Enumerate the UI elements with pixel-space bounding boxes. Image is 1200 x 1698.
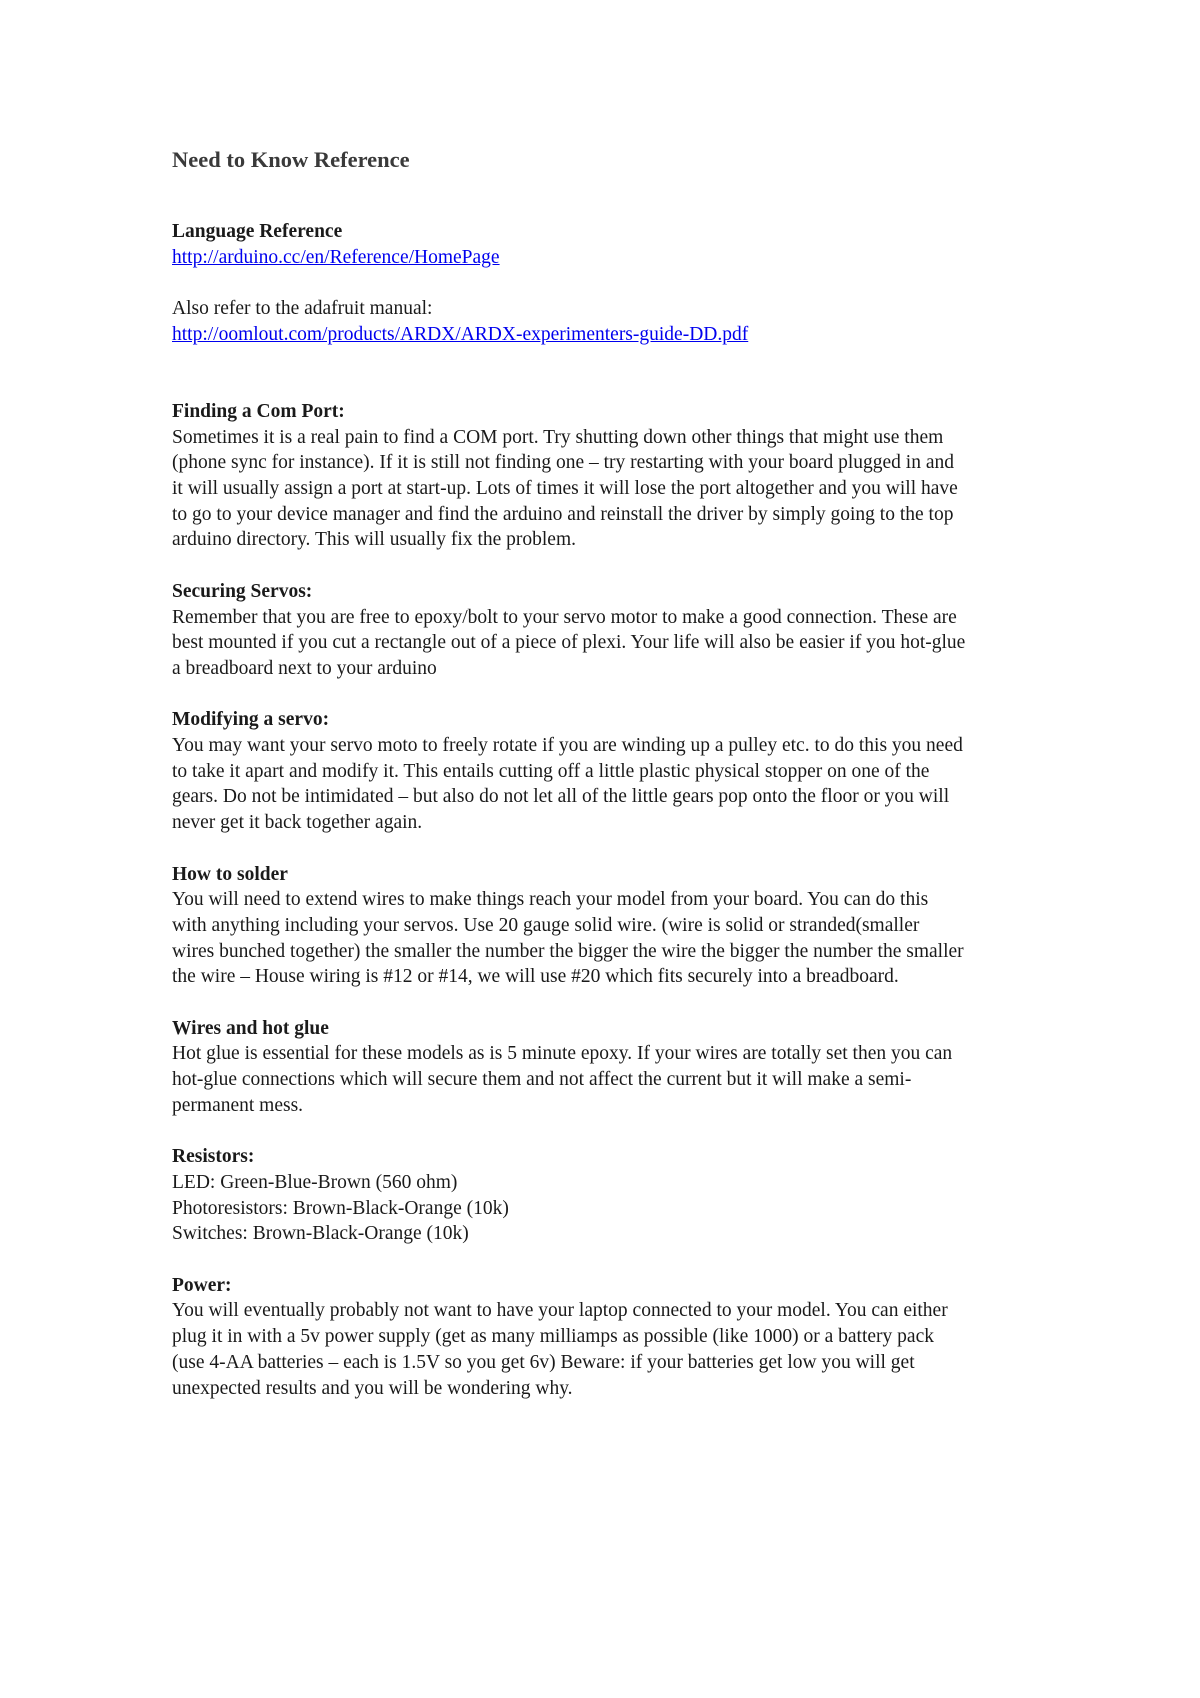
section-text-line: Hot glue is essential for these models as is 5 minute epoxy. If your wires are totally set then you can bbox=[172, 1043, 953, 1065]
language-reference-heading: Language Reference bbox=[172, 221, 343, 242]
section-text-line: to go to your device manager and find the arduino and reinstall the driver by simply going to the top bbox=[172, 503, 954, 525]
section-text-line: unexpected results and you will be wondering why. bbox=[172, 1377, 573, 1399]
document-body bbox=[172, 145, 1092, 1427]
section-text-line: Sometimes it is a real pain to find a COM port. Try shutting down other things that might use them bbox=[172, 426, 944, 448]
section-heading: Modifying a servo: bbox=[172, 709, 330, 731]
page-title: Need to Know Reference bbox=[172, 147, 410, 172]
section-text-line: permanent mess. bbox=[172, 1094, 304, 1116]
section-finding-a-com-port bbox=[172, 399, 1092, 553]
section-text-line: You may want your servo moto to freely rotate if you are winding up a pulley etc. to do this you need bbox=[172, 735, 963, 756]
section-heading: How to solder bbox=[172, 863, 288, 885]
section-text-line: Photoresistors: Brown-Black-Orange (10k) bbox=[172, 1197, 509, 1219]
language-reference-block bbox=[172, 219, 1092, 270]
adafruit-manual-link[interactable]: http://oomlout.com/products/ARDX/ARDX-experimenters-guide-DD.pdf bbox=[172, 323, 749, 345]
section-text-line: (phone sync for instance). If it is still not finding one – try restarting with your board plugged in and bbox=[172, 452, 955, 474]
section-text-line: You will need to extend wires to make things reach your model from your board. You can do this bbox=[172, 889, 929, 911]
section-text-line: wires bunched together) the smaller the number the bigger the wire the bigger the number the smaller bbox=[172, 940, 964, 962]
section-resistors bbox=[172, 1144, 1092, 1247]
section-text-line: best mounted if you cut a rectangle out of a piece of plexi. Your life will also be easier if you hot-glue bbox=[172, 632, 966, 654]
section-heading: Securing Servos: bbox=[172, 580, 313, 602]
section-text-line: a breadboard next to your arduino bbox=[172, 657, 437, 679]
section-text-line: with anything including your servos. Use 20 gauge solid wire. (wire is solid or stranded(smaller bbox=[172, 914, 920, 936]
section-text-line: it will usually assign a port at start-up. Lots of times it will lose the port altogether and you will have bbox=[172, 478, 958, 499]
section-text-line: Remember that you are free to epoxy/bolt to your servo motor to make a good connection. These are bbox=[172, 606, 957, 628]
section-text-line: the wire – House wiring is #12 or #14, we will use #20 which fits securely into a breadboard. bbox=[172, 966, 899, 988]
section-text-line: LED: Green-Blue-Brown (560 ohm) bbox=[172, 1171, 458, 1193]
section-text-line: gears. Do not be intimidated – but also do not let all of the little gears pop onto the floor or you will bbox=[172, 786, 950, 808]
section-heading: Wires and hot glue bbox=[172, 1017, 329, 1039]
section-how-to-solder bbox=[172, 862, 1092, 991]
sections-container bbox=[172, 399, 1092, 1401]
section-power bbox=[172, 1273, 1092, 1402]
section-heading: Power: bbox=[172, 1274, 232, 1296]
section-heading: Finding a Com Port: bbox=[172, 400, 345, 422]
section-text-line: never get it back together again. bbox=[172, 812, 423, 834]
adafruit-block bbox=[172, 296, 1092, 347]
section-text-line: You will eventually probably not want to have your laptop connected to your model. You can either bbox=[172, 1300, 948, 1322]
section-text-line: hot-glue connections which will secure them and not affect the current but it will make a semi- bbox=[172, 1069, 912, 1091]
arduino-reference-link[interactable]: http://arduino.cc/en/Reference/HomePage bbox=[172, 246, 500, 268]
section-securing-servos bbox=[172, 579, 1092, 682]
section-text-line: plug it in with a 5v power supply (get as many milliamps as possible (like 1000) or a battery pack bbox=[172, 1326, 934, 1348]
section-modifying-a-servo bbox=[172, 707, 1092, 836]
section-text-line: Switches: Brown-Black-Orange (10k) bbox=[172, 1223, 469, 1245]
section-text-line: arduino directory. This will usually fix the problem. bbox=[172, 529, 577, 551]
section-text-line: (use 4-AA batteries – each is 1.5V so you get 6v) Beware: if your batteries get low you will get bbox=[172, 1351, 915, 1373]
section-heading: Resistors: bbox=[172, 1146, 255, 1168]
adafruit-text: Also refer to the adafruit manual: bbox=[172, 298, 433, 320]
section-wires-and-hot-glue bbox=[172, 1016, 1092, 1119]
section-text-line: to take it apart and modify it. This entails cutting off a little plastic physical stopper on one of the bbox=[172, 760, 930, 782]
